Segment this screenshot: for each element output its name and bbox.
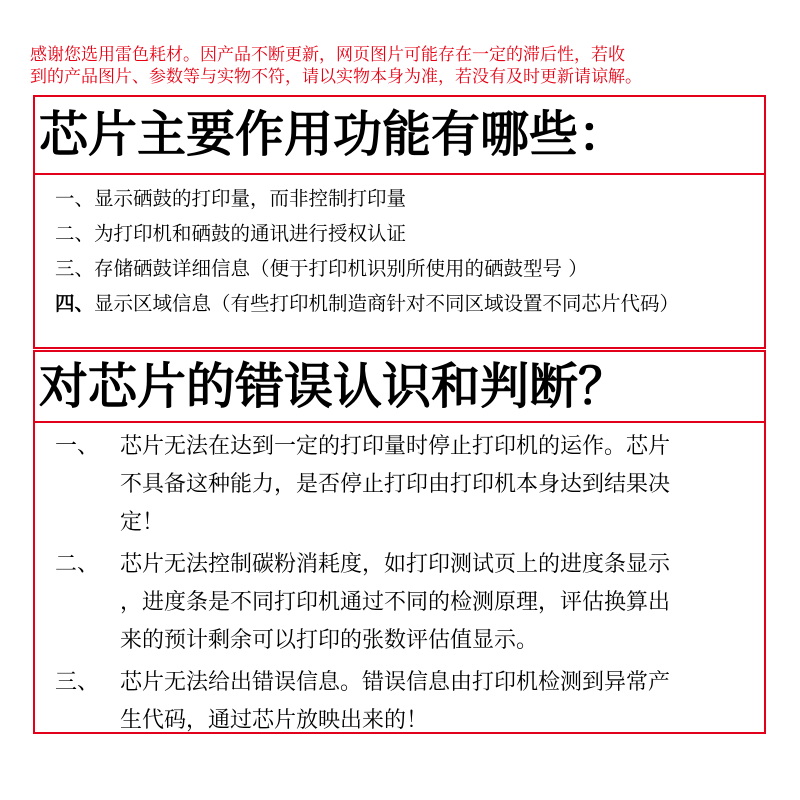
item-text: 为打印机和硒鼓的通讯进行授权认证 — [94, 222, 407, 245]
list-item — [55, 251, 679, 286]
item-text — [120, 546, 760, 660]
list-item — [55, 286, 679, 321]
item-line: 芯片无法给出错误信息。错误信息由打印机检测到异常产 — [120, 670, 671, 695]
item-line: 芯片无法控制碳粉消耗度，如打印测试页上的进度条显示 — [120, 552, 671, 577]
list-item — [55, 216, 679, 251]
item-text: 显示区域信息（有些打印机制造商针对不同区域设置不同芯片代码） — [94, 292, 680, 315]
item-marker: 一、 — [55, 187, 95, 210]
misconceptions-heading: 对芯片的错误认识和判断？ — [35, 352, 764, 423]
item-text: 存储硒鼓详细信息（便于打印机识别所使用的硒鼓型号 ） — [94, 257, 588, 280]
item-marker: 三、 — [55, 670, 100, 695]
item-marker: 一、 — [55, 434, 100, 459]
list-item — [35, 546, 764, 660]
item-text — [120, 664, 760, 740]
misconceptions-list — [35, 428, 764, 744]
list-item — [35, 428, 764, 542]
notice-text — [30, 44, 775, 88]
item-text: 显示硒鼓的打印量，而非控制打印量 — [94, 187, 407, 210]
misconceptions-section — [33, 350, 766, 734]
functions-section — [33, 95, 766, 349]
item-marker: 二、 — [55, 552, 100, 577]
item-line: 生代码，通过芯片放映出来的！ — [120, 708, 429, 733]
item-marker: 四、 — [55, 292, 95, 315]
list-item — [35, 664, 764, 740]
notice-line: 到的产品图片、参数等与实物不符，请以实物本身为准，若没有及时更新请谅解。 — [30, 67, 642, 87]
item-line: 不具备这种能力，是否停止打印由打印机本身达到结果决 — [120, 472, 671, 497]
notice-line: 感谢您选用雷色耗材。因产品不断更新，网页图片可能存在一定的滞后性，若收 — [30, 45, 625, 65]
item-marker: 三、 — [55, 257, 95, 280]
list-item — [55, 181, 679, 216]
item-text — [120, 428, 760, 542]
item-marker: 二、 — [55, 222, 95, 245]
item-line: ，进度条是不同打印机通过不同的检测原理，评估换算出 — [120, 590, 671, 615]
functions-list — [55, 181, 679, 321]
item-line: 芯片无法在达到一定的打印量时停止打印机的运作。芯片 — [120, 434, 671, 459]
item-line: 定！ — [120, 510, 165, 535]
functions-heading: 芯片主要作用功能有哪些： — [35, 97, 764, 175]
item-line: 来的预计剩余可以打印的张数评估值显示。 — [120, 628, 539, 653]
